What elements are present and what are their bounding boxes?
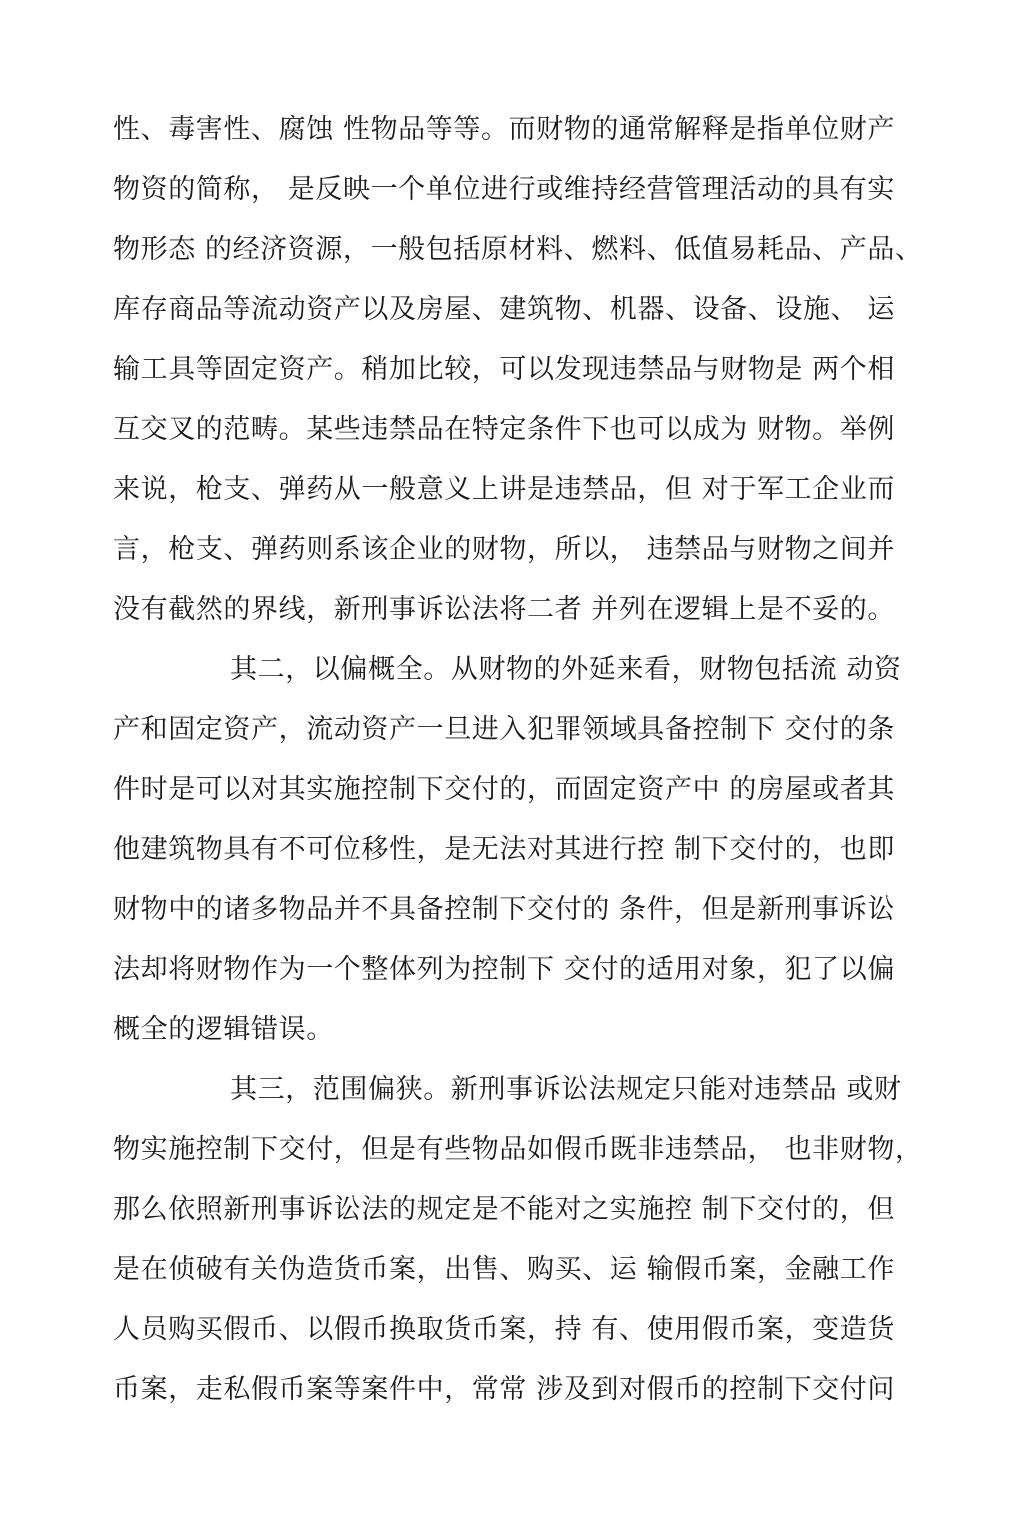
text-line: 概全的逻辑错误。 — [113, 1014, 334, 1045]
paragraph-start-line: 其三，范围偏狭。新刑事诉讼法规定只能对违禁品 或财 — [230, 1074, 902, 1105]
text-line: 是在侦破有关伪造货币案，出售、购买、运 输假币案，金融工作 — [113, 1254, 895, 1285]
text-line: 物资的简称， 是反映一个单位进行或维持经营管理活动的具有实 — [113, 174, 895, 205]
text-line: 那么依照新刑事诉讼法的规定是不能对之实施控 制下交付的，但 — [113, 1194, 895, 1225]
paragraph-start-line: 其二，以偏概全。从财物的外延来看，财物包括流 动资 — [230, 654, 902, 685]
text-line: 物形态 的经济资源，一般包括原材料、燃料、低值易耗品、产品、 — [113, 234, 923, 265]
text-line: 言，枪支、弹药则系该企业的财物，所以， 违禁品与财物之间并 — [113, 534, 895, 565]
text-line: 没有截然的界线，新刑事诉讼法将二者 并列在逻辑上是不妥的。 — [113, 594, 895, 625]
text-line: 法却将财物作为一个整体列为控制下 交付的适用对象，犯了以偏 — [113, 954, 895, 985]
text-line: 财物中的诸多物品并不具备控制下交付的 条件，但是新刑事诉讼 — [113, 894, 895, 925]
text-line: 互交叉的范畴。某些违禁品在特定条件下也可以成为 财物。举例 — [113, 414, 895, 445]
text-line: 库存商品等流动资产以及房屋、建筑物、机器、设备、设施、 运 — [113, 294, 895, 325]
text-line: 来说，枪支、弹药从一般意义上讲是违禁品，但 对于军工企业而 — [113, 474, 895, 505]
text-line: 输工具等固定资产。稍加比较，可以发现违禁品与财物是 两个相 — [113, 354, 895, 385]
text-line: 件时是可以对其实施控制下交付的，而固定资产中 的房屋或者其 — [113, 774, 895, 805]
text-line: 他建筑物具有不可位移性，是无法对其进行控 制下交付的，也即 — [113, 834, 895, 865]
text-line: 性、毒害性、腐蚀 性物品等等。而财物的通常解释是指单位财产 — [113, 114, 895, 145]
text-line: 物实施控制下交付，但是有些物品如假币既非违禁品， 也非财物， — [113, 1134, 923, 1165]
text-line: 币案，走私假币案等案件中，常常 涉及到对假币的控制下交付问 — [113, 1374, 895, 1405]
text-line: 人员购买假币、以假币换取货币案，持 有、使用假币案，变造货 — [113, 1314, 895, 1345]
text-line: 产和固定资产，流动资产一旦进入犯罪领域具备控制下 交付的条 — [113, 714, 895, 745]
